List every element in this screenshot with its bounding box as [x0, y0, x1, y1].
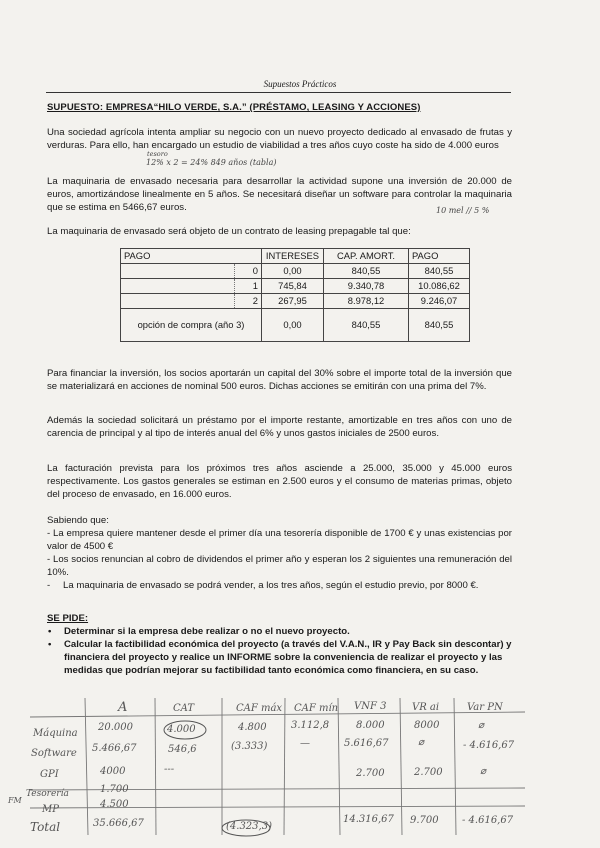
intro-paragraph: Una sociedad agrícola intenta ampliar su negocio con un nuevo proyecto dedicado al envasado de frutas y verduras. Para ello, han encargado un estudio de viabilidad a tres años cuyo coste ha sido de 4.000 euros	[47, 127, 512, 151]
knowing-item: La maquinaria de envasado se podrá vender, a los tres años, según el estudio previo, por 8000 €.	[63, 580, 479, 591]
leasing-cell: 745,84	[262, 279, 324, 294]
hand-header: VNF 3	[354, 701, 387, 712]
hand-total-cell: - 4.616,67	[462, 815, 514, 826]
leasing-period: 2	[234, 294, 261, 309]
leasing-header-pago: PAGO	[121, 249, 262, 264]
hand-header: CAF mín	[294, 703, 339, 714]
leasing-cell: 0,00	[262, 309, 324, 342]
asks-title: SE PIDE:	[47, 613, 89, 624]
knowing-title: Sabiendo que:	[47, 515, 109, 526]
leasing-cell: 840,55	[324, 309, 409, 342]
hand-total-label: Total	[30, 820, 61, 834]
leasing-cell: 840,55	[324, 264, 409, 279]
handwritten-note-margin: 10 mel // 5 %	[436, 206, 490, 215]
hand-cell: 4.800	[238, 722, 267, 733]
knowing-item: - Los socios renuncian al cobro de dividendos el primer año y esperan los 2 siguientes una remuneración del 10%.	[47, 554, 512, 578]
machinery-paragraph: La maquinaria de envasado necesaria para desarrollar la actividad supone una inversión de 20.000 de euros, amortizándose linealmente en 5 años. Se necesitará diseñar un software para controlar la maquinaria que se estima en 5466,67 euros.	[47, 176, 512, 213]
leasing-header-cap-amort: CAP. AMORT.	[324, 249, 409, 264]
hand-cell: - 4.616,67	[463, 740, 515, 751]
hand-cell: 2.700	[414, 767, 443, 778]
hand-cell: 8000	[414, 720, 440, 731]
leasing-period: 0	[234, 264, 261, 279]
hand-cell: ⌀	[478, 720, 485, 731]
knowing-section	[47, 514, 512, 592]
asks-list	[48, 625, 512, 677]
hand-total-cell: (4.323,3)	[226, 821, 272, 832]
loan-paragraph: Además la sociedad solicitará un préstamo por el importe restante, amortizable en tres años con uno de carencia de principal y al tipo de interés anual del 6% y unos gastos iniciales de 2500 euros.	[47, 415, 512, 439]
leasing-cell: 0,00	[262, 264, 324, 279]
hand-side-note: FM	[8, 796, 22, 805]
case-heading: SUPUESTO: EMPRESA“HILO VERDE, S.A.” (PRÉSTAMO, LEASING Y ACCIONES)	[47, 102, 421, 113]
hand-cell: ---	[164, 764, 175, 775]
hand-cell: (3.333)	[231, 741, 268, 752]
header-title: Supuestos Prácticos	[263, 79, 337, 89]
hand-total-cell: 9.700	[410, 815, 439, 826]
asks-item: • Determinar si la empresa debe realizar o no el nuevo proyecto.	[48, 625, 512, 638]
leasing-cell: 9.246,07	[409, 294, 470, 309]
hand-row-label: GPI	[40, 769, 59, 780]
hand-row-label: Software	[31, 748, 77, 759]
knowing-item-dash: - La maquinaria de envasado se podrá vender, a los tres años, según el estudio previo, por 8000 €.	[47, 580, 479, 591]
hand-row-label: Tesorería	[26, 789, 69, 799]
knowing-item: - La empresa quiere mantener desde el primer día una tesorería disponible de 1700 € y unas existencias por valor de 4500 €	[47, 528, 512, 552]
leasing-cell: 840,55	[409, 264, 470, 279]
hand-row-label: Máquina	[33, 728, 78, 739]
revenue-paragraph: La facturación prevista para los próximos tres años asciende a 25.000, 35.000 y 45.000 euros respectivamente. Los gastos generales se estiman en 2.500 euros y el consumo de materias primas, objeto del proceso de envasado, en 16.000 euros.	[47, 463, 512, 500]
leasing-intro: La maquinaria de envasado será objeto de un contrato de leasing prepagable tal que:	[47, 226, 411, 237]
table-row	[121, 309, 470, 342]
hand-total-cell: 35.666,67	[93, 818, 144, 829]
hand-cell: 2.700	[356, 768, 385, 779]
hand-cell: 3.112,8	[291, 720, 330, 731]
leasing-cell: 840,55	[409, 309, 470, 342]
leasing-cell: 9.340,78	[324, 279, 409, 294]
leasing-header-intereses: INTERESES	[262, 249, 324, 264]
hand-cell: 20.000	[98, 722, 133, 733]
leasing-cell: 267,95	[262, 294, 324, 309]
leasing-header-pago-2: PAGO	[409, 249, 470, 264]
hand-header: CAF máx	[236, 703, 283, 714]
hand-cell: 4000	[100, 766, 126, 777]
hand-row-label: MP	[42, 804, 59, 815]
table-row	[121, 279, 470, 294]
hand-cell: —	[300, 738, 310, 749]
hand-header: A	[118, 700, 128, 715]
hand-cell: 5.616,67	[344, 738, 389, 749]
hand-cell: 5.466,67	[92, 743, 137, 754]
leasing-cell: 10.086,62	[409, 279, 470, 294]
financing-paragraph: Para financiar la inversión, los socios aportarán un capital del 30% sobre el importe total de la inversión que se materializará en acciones de nominal 500 euros. Dichas acciones se emitirán con una prima del 7%.	[47, 368, 512, 392]
leasing-cell: 8.978,12	[324, 294, 409, 309]
leasing-table	[120, 248, 470, 342]
hand-cell: 4.000	[167, 724, 196, 735]
leasing-period: 1	[234, 279, 261, 294]
hand-total-cell: 14.316,67	[343, 814, 394, 825]
hand-cell: 8.000	[356, 720, 385, 731]
leasing-header-row	[121, 249, 470, 264]
hand-cell: 1.700	[100, 784, 129, 795]
table-row	[121, 294, 470, 309]
leasing-option-label: opción de compra (año 3)	[121, 309, 262, 342]
header-divider	[46, 92, 511, 93]
hand-cell: ⌀	[418, 737, 425, 748]
hand-header: CAT	[173, 703, 194, 714]
hand-cell: 546,6	[168, 744, 197, 755]
handwritten-note-small: tesoro	[147, 150, 168, 158]
hand-cell: 4.500	[100, 799, 129, 810]
hand-cell: ⌀	[480, 766, 487, 777]
handwritten-note-calc: 12% x 2 = 24% 849 años (tabla)	[146, 158, 277, 167]
table-row	[121, 264, 470, 279]
hand-header: VR ai	[412, 702, 440, 713]
asks-item: • Calcular la factibilidad económica del proyecto (a través del V.A.N., IR y Pay Back sin descontar) y financiera del proyecto y realice un INFORME sobre la conveniencia de realizar el proyecto y las medidas que podrían mejorar su factibilidad tanto económica como financiera, en su caso.	[48, 638, 512, 677]
hand-header: Var PN	[467, 702, 503, 713]
